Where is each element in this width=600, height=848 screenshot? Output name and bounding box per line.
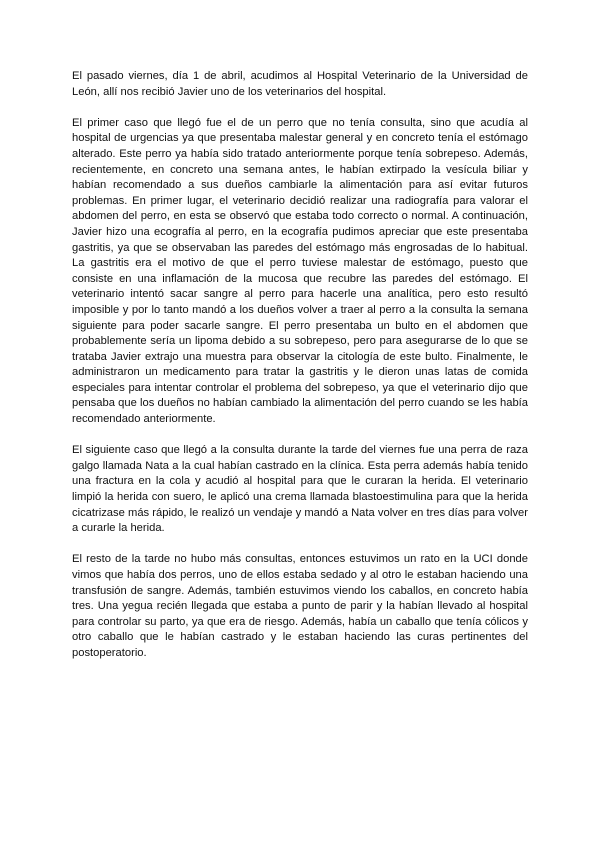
paragraph-first-case: El primer caso que llegó fue el de un perro que no tenía consulta, sino que acudía al hospital de urgencias ya que presentaba malestar general y en concreto tenía el estómago alterado. Este perro ya había sido tratado anteriormente porque tenía sobrepeso. Además, recientemente, en concreto una semana antes, le habían extirpado la vesícula biliar y habían recomendado a sus dueños cambiarle la alimentación para así evitar futuros problemas. En primer lugar, el veterinario decidió realizar una radiografía para valorar el abdomen del perro, en esta se observó que estaba todo correcto o normal. A continuación, Javier hizo una ecografía al perro, en la ecografía pudimos apreciar que este presentaba gastritis, ya que se observaban las paredes del estómago más engrosadas de lo habitual. La gastritis era el motivo de que el perro tuviese malestar de estómago, puesto que consiste en una inflamación de la mucosa que recubre las paredes del estómago. El veterinario intentó sacar sangre al perro para hacerle una analítica, pero esto resultó imposible y por lo tanto mandó a los dueños volver a traer al perro a la consulta la semana siguiente para poder sacarle sangre. El perro presentaba un bulto en el abdomen que probablemente sería un lipoma debido a su sobrepeso, pero para asegurarse de lo que se trataba Javier extrajo una muestra para observar la citología de este bulto. Finalmente, le administraron un medicamento para tratar la gastritis y le dieron unas latas de comida especiales para intentar controlar el problema del sobrepeso, ya que el veterinario dijo que pensaba que los dueños no habían cambiado la alimentación del perro cuando se les había recomendado anteriormente. <box>72 116 528 426</box>
paragraph-second-case: El siguiente caso que llegó a la consulta durante la tarde del viernes fue una perra de raza galgo llamada Nata a la cual habían castrado en la clínica. Esta perra además había tenido una fractura en la cola y acudió al hospital para que le curaran la herida. El veterinario limpió la herida con suero, le aplicó una crema llamada blastoestimulina para que la herida cicatrizase más rápido, le realizó un vendaje y mandó a Nata volver en tres días para volver a curarle la herida. <box>72 444 528 535</box>
document-body <box>72 69 528 677</box>
paragraph-intro: El pasado viernes, día 1 de abril, acudimos al Hospital Veterinario de la Universidad de León, allí nos recibió Javier uno de los veterinarios del hospital. <box>72 70 528 98</box>
paragraph-rest-of-afternoon: El resto de la tarde no hubo más consultas, entonces estuvimos un rato en la UCI donde vimos que había dos perros, uno de ellos estaba sedado y al otro le estaban haciendo una transfusión de sangre. Además, también estuvimos viendo los caballos, en concreto había tres. Una yegua recién llegada que estaba a punto de parir y la habían llevado al hospital para controlar su parto, ya que era de riesgo. Además, había un caballo que tenía cólicos y otro caballo que le habían castrado y le estaban haciendo las curas pertinentes del postoperatorio. <box>72 553 528 659</box>
